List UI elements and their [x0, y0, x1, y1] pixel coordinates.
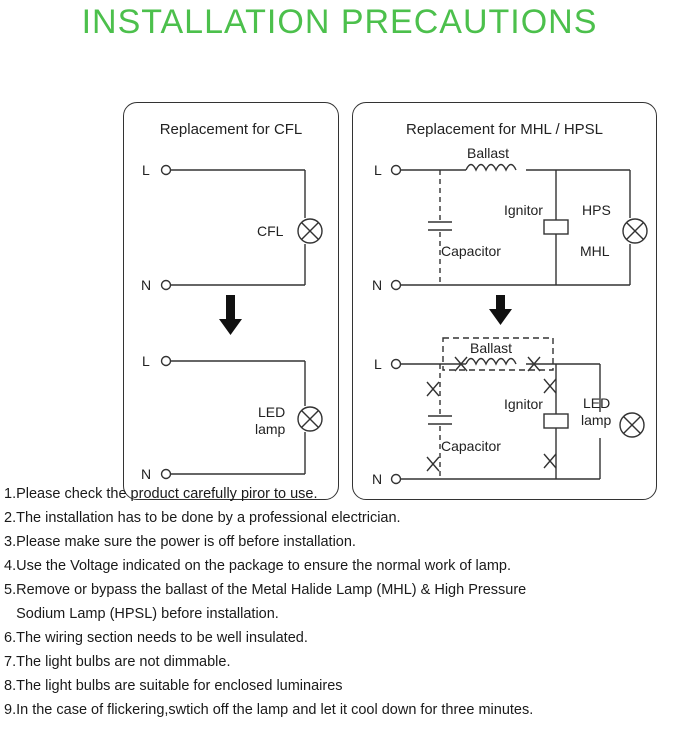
label-mhl-before-N: N	[372, 277, 383, 293]
label-led-lamp-right-line1: LED	[583, 395, 611, 411]
diagram-panels	[0, 42, 679, 487]
note-item: 6.The wiring section needs to be well insulated.	[4, 630, 308, 646]
panel-mhl-title: Replacement for MHL / HPSL	[405, 121, 604, 138]
label-mhl-after-N: N	[372, 471, 383, 487]
label-ballast-after: Ballast	[470, 340, 513, 356]
page-title: INSTALLATION PRECAUTIONS	[81, 3, 598, 41]
note-item: 2.The installation has to be done by a professional electrician.	[4, 510, 401, 526]
label-capacitor-after: Capacitor	[441, 438, 501, 454]
circuit-schematics	[0, 42, 679, 512]
label-cfl-before-L: L	[142, 162, 150, 178]
label-cfl-lamp: CFL	[257, 223, 284, 239]
note-item: Sodium Lamp (HPSL) before installation.	[4, 606, 279, 622]
note-item: 9.In the case of flickering,swtich off the lamp and let it cool down for three minutes.	[4, 702, 534, 718]
label-ignitor-before: Ignitor	[504, 202, 543, 218]
label-cfl-after-L: L	[142, 353, 150, 369]
label-hps: HPS	[582, 202, 611, 218]
label-ignitor-after: Ignitor	[504, 396, 543, 412]
label-ballast-before: Ballast	[467, 145, 510, 161]
label-mhl: MHL	[580, 243, 610, 259]
note-item: 1.Please check the product carefully piror to use.	[4, 486, 318, 502]
label-capacitor-before: Capacitor	[441, 243, 501, 259]
precautions-list	[0, 482, 679, 722]
label-led-lamp-right-line2: lamp	[581, 412, 612, 428]
label-mhl-after-L: L	[374, 356, 382, 372]
transition-arrows	[219, 295, 512, 335]
note-item: 7.The light bulbs are not dimmable.	[4, 654, 231, 670]
note-item: 4.Use the Voltage indicated on the package to ensure the normal work of lamp.	[4, 558, 512, 574]
label-led-lamp-line1: LED	[258, 404, 286, 420]
note-item: 8.The light bulbs are suitable for enclosed luminaires	[4, 678, 343, 694]
label-led-lamp-line2: lamp	[255, 421, 286, 437]
label-mhl-before-L: L	[374, 162, 382, 178]
label-cfl-before-N: N	[141, 277, 152, 293]
note-item: 3.Please make sure the power is off before installation.	[4, 534, 356, 550]
label-cfl-after-N: N	[141, 466, 152, 482]
note-item: 5.Remove or bypass the ballast of the Metal Halide Lamp (MHL) & High Pressure	[4, 582, 527, 598]
panel-cfl-title: Replacement for CFL	[159, 121, 303, 138]
